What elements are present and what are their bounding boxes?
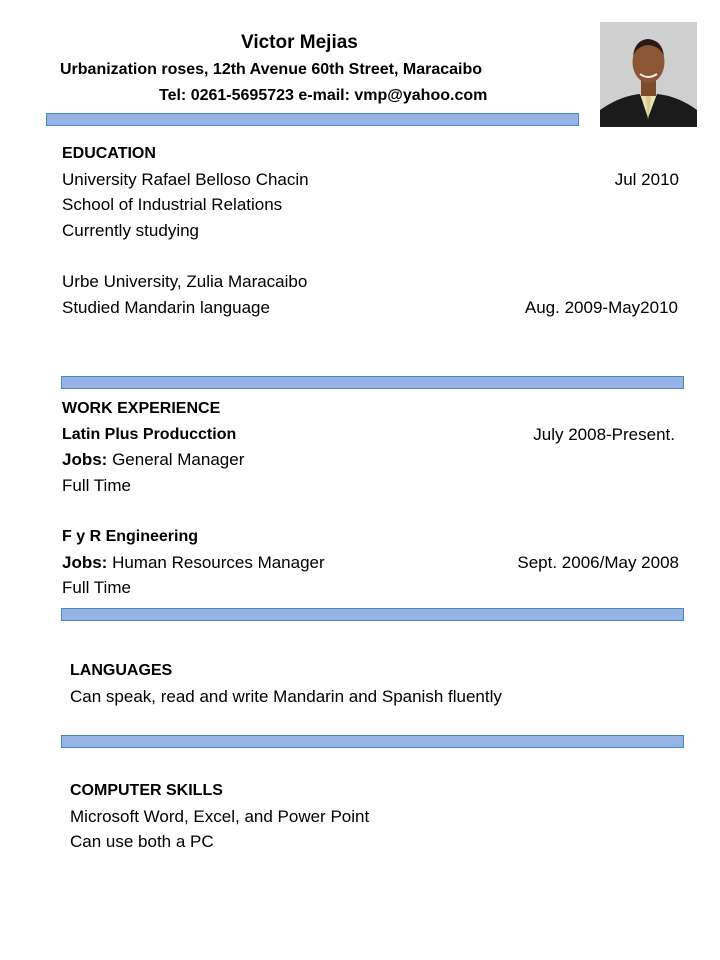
job-role: General Manager [107,450,245,469]
company-name: Latin Plus Producction [62,426,237,443]
job-type: Full Time [62,476,131,495]
divider-work [61,608,684,621]
education-line: Urbe University, Zulia Maracaibo [62,272,308,291]
jobs-label: Jobs: [62,553,108,572]
divider-languages [61,735,684,748]
education-line: University Rafael Belloso Chacin [62,170,309,189]
divider-education [61,376,684,389]
contact-info: Tel: 0261-5695723 e-mail: vmp@yahoo.com [159,87,488,104]
job-title [62,553,325,573]
languages-heading: LANGUAGES [70,662,173,679]
address: Urbanization roses, 12th Avenue 60th Street, Maracaibo [60,61,483,78]
jobs-label: Jobs: [62,450,108,469]
education-line: School of Industrial Relations [62,195,283,214]
work-date: Sept. 2006/May 2008 [517,553,679,572]
skills-heading: COMPUTER SKILLS [70,782,223,799]
education-heading: EDUCATION [62,145,156,162]
job-role: Human Resources Manager [107,553,325,572]
skills-line: Microsoft Word, Excel, and Power Point [70,807,370,826]
resume-name: Victor Mejias [241,32,358,53]
skills-line: Can use both a PC [70,832,214,851]
languages-text: Can speak, read and write Mandarin and Spanish fluently [70,687,502,706]
education-line: Currently studying [62,221,200,240]
education-date: Aug. 2009-May2010 [524,298,678,317]
company-name: F y R Engineering [62,528,199,545]
work-heading: WORK EXPERIENCE [62,400,221,417]
job-type: Full Time [62,578,131,597]
education-date: Jul 2010 [614,170,679,189]
education-line: Studied Mandarin language [62,298,270,317]
job-title [62,450,244,470]
profile-photo [600,22,697,127]
divider-header [46,113,579,126]
work-date: July 2008-Present. [533,425,675,444]
